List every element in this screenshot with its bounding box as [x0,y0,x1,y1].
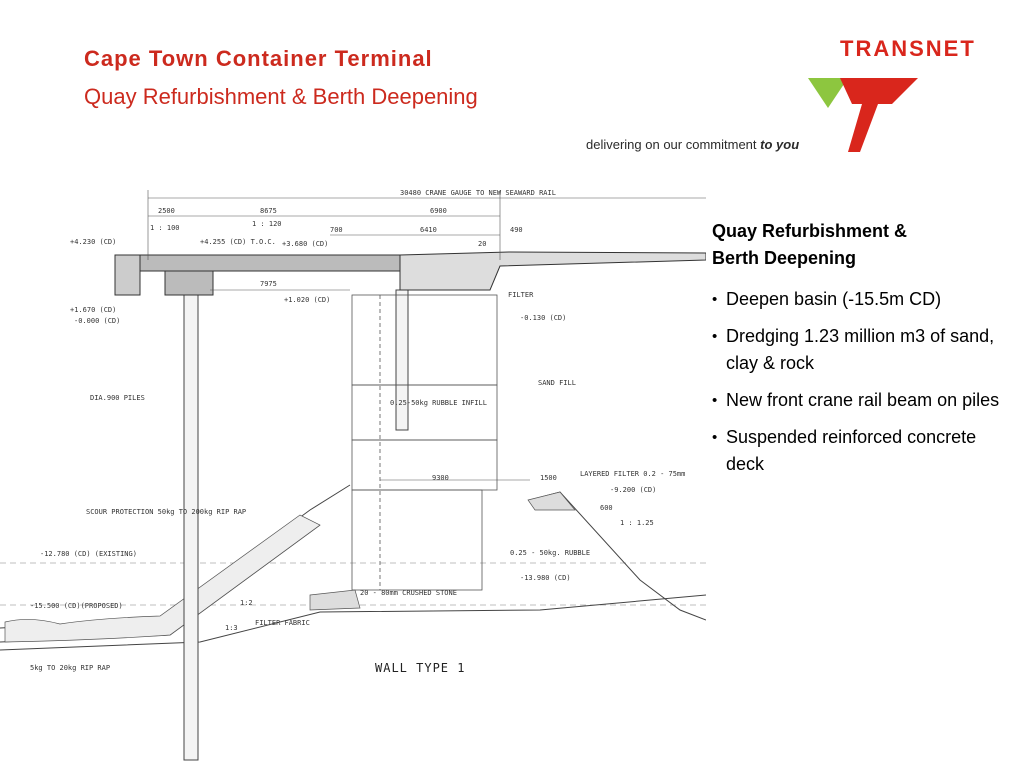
label-level-4230: +4.230 (CD) [70,238,117,246]
label-slope-125: 1 : 1.25 [620,519,654,527]
bullet-item: • Dredging 1.23 million m3 of sand, clay & rock [712,323,1017,377]
logo-green-chevron [808,78,848,108]
bullet-item: • New front crane rail beam on piles [712,387,1017,414]
deck [115,252,706,295]
label-level-0130: -0.130 (CD) [520,314,567,322]
logo-red-shape [840,78,918,152]
logo-tagline [586,137,799,152]
label-piles: DIA.900 PILES [90,394,145,402]
tagline-prefix: delivering on our commitment [586,137,757,152]
label-level-1670: +1.670 (CD) [70,306,117,314]
label-9300: 9300 [432,474,449,482]
label-filter: FILTER [508,291,534,299]
sidebar [712,218,1017,488]
bullet-list [712,286,1017,478]
bullet-item: • Suspended reinforced concrete deck [712,424,1017,478]
label-riprap: 5kg TO 20kg RIP RAP [30,664,111,672]
label-slope-113: 1:3 [225,624,238,632]
sidebar-heading: Quay Refurbishment & Berth Deepening [712,221,908,268]
label-level-4255: +4.255 (CD) T.O.C. [200,238,276,246]
label-sand-fill: SAND FILL [538,379,576,387]
label-crushed-stone: 20 - 80mm CRUSHED STONE [360,589,457,597]
slide-subtitle: Quay Refurbishment & Berth Deepening [84,84,478,109]
label-slope-120: 1 : 120 [252,220,282,228]
label-level-1020: +1.020 (CD) [284,296,331,304]
label-level-15500: -15.500 (CD)(PROPOSED) [30,602,123,610]
label-1500: 1500 [540,474,557,482]
label-6410: 6410 [420,226,437,234]
label-6900: 6900 [430,207,447,215]
bullet-item: • Deepen basin (-15.5m CD) [712,286,1017,313]
label-scour: SCOUR PROTECTION 50kg TO 200kg RIP RAP [86,508,247,516]
label-8675: 8675 [260,207,277,215]
label-level-9200: -9.200 (CD) [610,486,657,494]
drawing-caption: WALL TYPE 1 [375,661,466,675]
label-7975: 7975 [260,280,277,288]
label-2500: 2500 [158,207,175,215]
label-rubble: 0.25 - 50kg. RUBBLE [510,549,591,557]
label-level-13980: -13.980 (CD) [520,574,571,582]
label-600: 600 [600,504,613,512]
label-700: 700 [330,226,343,234]
label-slope-100: 1 : 100 [150,224,180,232]
label-rubble-infill: 0.25-50kg RUBBLE INFILL [390,399,487,407]
label-20: 20 [478,240,487,248]
label-level-0000: -0.000 (CD) [74,317,121,325]
caisson-blocks [352,295,497,590]
transnet-wordmark: TRANSNET [840,36,976,61]
quay-wall-section-drawing [0,180,706,768]
label-layered-filter: LAYERED FILTER 0.2 - 75mm [580,470,686,478]
slide-title: Cape Town Container Terminal [84,46,433,71]
label-crane-gauge: 30480 CRANE GAUGE TO NEW SEAWARD RAIL [400,189,556,197]
label-level-3680: +3.680 (CD) [282,240,329,248]
label-490: 490 [510,226,523,234]
label-filter-fabric: FILTER FABRIC [255,619,310,627]
tagline-emphasis: to you [760,137,800,152]
label-level-12780: -12.780 (CD) (EXISTING) [40,550,137,558]
label-slope-112: 1:2 [240,599,253,607]
